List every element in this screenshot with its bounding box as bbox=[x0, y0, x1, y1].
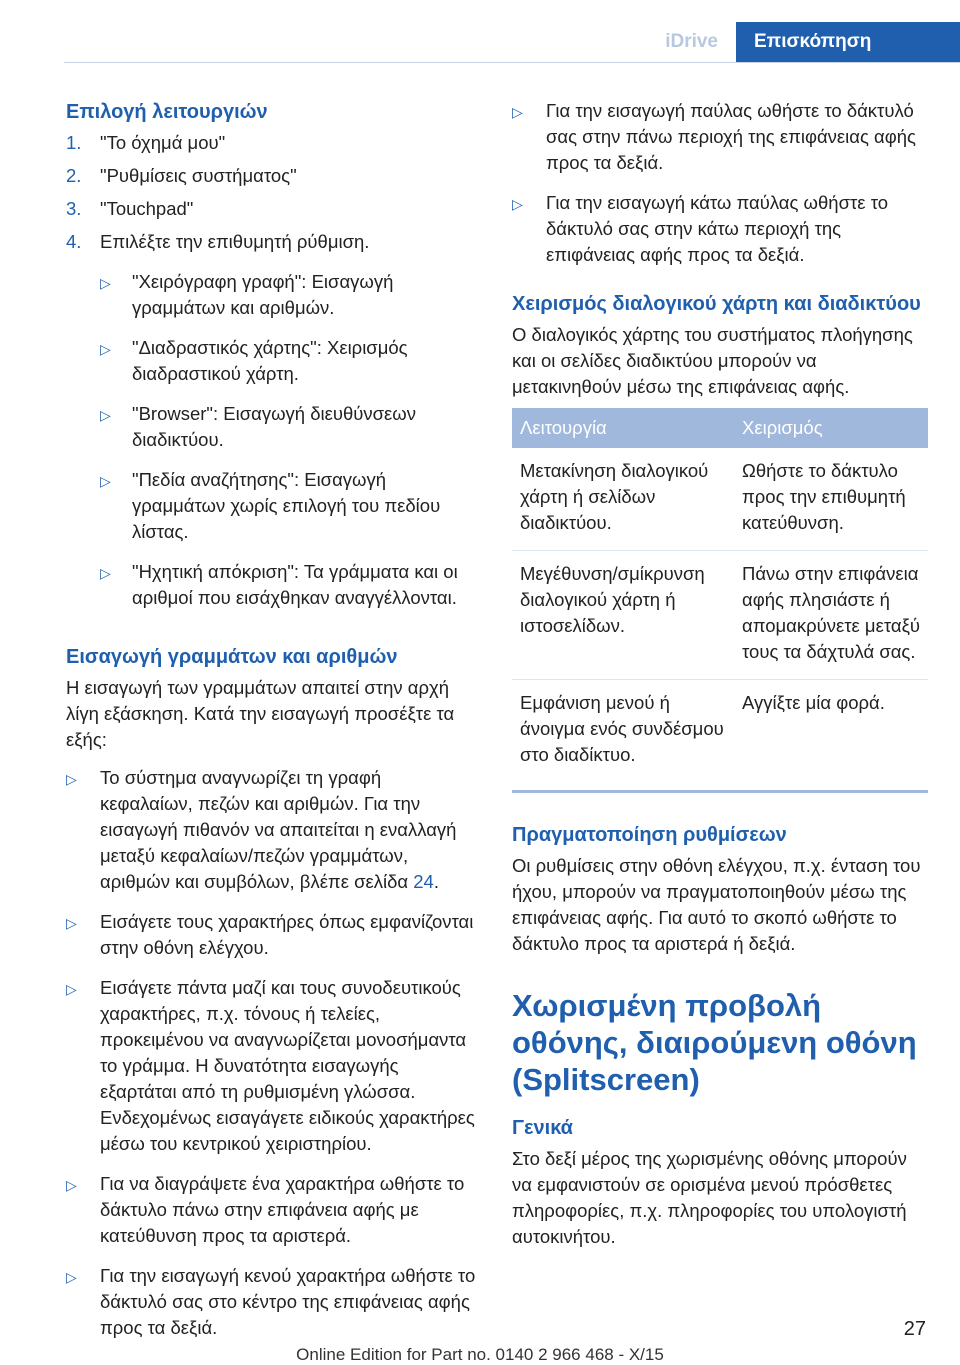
list-item-text: Το σύστημα αναγνωρίζει τη γραφή κεφαλαίων, πεζών και αριθμών. Για την εισαγωγή πιθανόν να απαιτείται η εναλλαγή μεταξύ κεφαλαίων/πεζών γραμμάτων, αριθμών και συμβόλων, βλέπε σελίδα bbox=[100, 767, 457, 892]
triangle-bullet-icon: ▷ bbox=[100, 341, 111, 357]
step-item bbox=[66, 196, 478, 222]
step-item bbox=[66, 130, 478, 156]
list-item bbox=[100, 401, 478, 453]
active-tab: Επισκόπηση bbox=[736, 22, 960, 62]
table-cell: Μετακίνηση διαλογικού χάρτη ή σελίδων διαδικτύου. bbox=[512, 448, 734, 551]
section-title-settings: Πραγματοποίηση ρυθμίσεων bbox=[512, 824, 787, 846]
left-column bbox=[66, 98, 478, 1355]
list-item-text: "Πεδία αναζήτησης": Εισαγωγή γραμμάτων χωρίς επιλογή του πεδίου λίστας. bbox=[132, 469, 441, 542]
page-number: 27 bbox=[903, 1318, 926, 1340]
section-title-general: Γενικά bbox=[512, 1117, 573, 1139]
intro-paragraph: Η εισαγωγή των γραμμάτων απαιτεί στην αρχή λίγη εξάσκηση. Κατά την εισαγωγή προσέξτε τα εξής: bbox=[66, 677, 455, 750]
table-cell: Αγγίξτε μία φορά. bbox=[734, 680, 928, 792]
step-text: "Το όχημά μου" bbox=[100, 132, 226, 153]
list-item bbox=[100, 335, 478, 387]
list-item bbox=[66, 909, 478, 961]
table-row bbox=[512, 551, 928, 680]
step-text: Επιλέξτε την επιθυμητή ρύθμιση. bbox=[100, 231, 370, 252]
list-item-text: Εισάγετε πάντα μαζί και τους συνοδευτικούς χαρακτήρες, π.χ. τόνους ή τελείες, προκειμένου να αναγνωρίζεται μονοσήμαντα το γράμμα. Η δυνατότητα εισαγωγής εξαρτάται από τη ρυθμισμένη γλώσσα. Ενδεχομένως εισαγάγετε ειδικούς χαρακτήρες μέσω του κεντρικού χειριστηρίου. bbox=[100, 977, 475, 1154]
list-item-text: "Χειρόγραφη γραφή": Εισαγωγή γραμμάτων και αριθμών. bbox=[132, 271, 394, 318]
list-item-text: Για να διαγράψετε ένα χαρακτήρα ωθήστε το δάκτυλο πάνω στην επιφάνεια αφής με κατεύθυνση προς τα αριστερά. bbox=[100, 1173, 465, 1246]
dash-entry-list bbox=[512, 98, 928, 268]
operations-table bbox=[512, 408, 928, 793]
section-title-map-handling: Χειρισμός διαλογικού χάρτη και διαδικτύου bbox=[512, 293, 921, 315]
triangle-bullet-icon: ▷ bbox=[100, 565, 111, 581]
list-item bbox=[66, 1171, 478, 1249]
triangle-bullet-icon: ▷ bbox=[66, 1269, 77, 1285]
step-text: "Ρυθμίσεις συστήματος" bbox=[100, 165, 297, 186]
step-number: 1. bbox=[66, 132, 82, 153]
triangle-bullet-icon: ▷ bbox=[100, 275, 111, 291]
triangle-bullet-icon: ▷ bbox=[66, 771, 77, 787]
list-item bbox=[100, 467, 478, 545]
table-cell: Πάνω στην επιφάνεια αφής πλησιάστε ή απομακρύνετε μεταξύ τους τα δάχτυλά σας. bbox=[734, 551, 928, 680]
step-item bbox=[66, 163, 478, 189]
header-bar bbox=[0, 0, 960, 62]
list-item-text: Για την εισαγωγή παύλας ωθήστε το δάκτυλό σας στην πάνω περιοχή της επιφάνειας αφής προς τα δεξιά. bbox=[546, 100, 916, 173]
section-title-select-functions: Επιλογή λειτουργιών bbox=[66, 101, 268, 123]
list-item-text: Για την εισαγωγή κενού χαρακτήρα ωθήστε το δάκτυλό σας στο κέντρο της επιφάνειας αφής προς τα δεξιά. bbox=[100, 1265, 476, 1338]
table-cell: Μεγέθυνση/σμίκρυνση διαλογικού χάρτη ή ιστοσελίδων. bbox=[512, 551, 734, 680]
list-item: ▷ Το σύστημα αναγνωρίζει τη γραφή κεφαλαίων, πεζών και αριθμών. Για την εισαγωγή πιθανόν να απαιτείται η εναλλαγή μεταξύ κεφαλαίων/πεζών γραμμάτων, αριθμών και συμβόλων, βλέπε σελίδα 24. bbox=[66, 767, 457, 892]
page-link[interactable]: 24 bbox=[413, 871, 434, 892]
list-item-text: "Browser": Εισαγωγή διευθύνσεων διαδικτύου. bbox=[132, 403, 416, 450]
section-title-entering-letters: Εισαγωγή γραμμάτων και αριθμών bbox=[66, 646, 398, 668]
list-item-text: "Διαδραστικός χάρτης": Χειρισμός διαδραστικού χάρτη. bbox=[132, 337, 408, 384]
settings-paragraph: Οι ρυθμίσεις στην οθόνη ελέγχου, π.χ. ένταση του ήχου, μπορούν να πραγματοποιηθούν μέσω της επιφάνειας αφής. Για αυτό το σκοπό ωθήστε το δάκτυλο προς τα αριστερά ή δεξιά. bbox=[512, 855, 921, 954]
right-column bbox=[512, 98, 928, 1258]
general-paragraph: Στο δεξί μέρος της χωρισμένης οθόνης μπορούν να εμφανιστούν σε ορισμένα μενού πρόσθετες πληροφορίες, π.χ. πληροφορίες του υπολογιστή αυτοκινήτου. bbox=[512, 1148, 907, 1247]
triangle-bullet-icon: ▷ bbox=[100, 407, 111, 423]
settings-options-list bbox=[100, 269, 478, 611]
triangle-bullet-icon: ▷ bbox=[66, 981, 77, 997]
step-number: 3. bbox=[66, 198, 82, 219]
step-number: 2. bbox=[66, 165, 82, 186]
steps-list bbox=[66, 130, 478, 611]
triangle-bullet-icon: ▷ bbox=[512, 104, 523, 120]
list-item bbox=[512, 98, 928, 176]
list-item-text: Για την εισαγωγή κάτω παύλας ωθήστε το δάκτυλό σας στην κάτω περιοχή της επιφάνειας αφής προς τα δεξιά. bbox=[546, 192, 889, 265]
table-header: Χειρισμός bbox=[734, 408, 928, 448]
list-item bbox=[66, 1263, 478, 1341]
table-row bbox=[512, 680, 928, 792]
list-item bbox=[100, 269, 478, 321]
step-number: 4. bbox=[66, 231, 82, 252]
triangle-bullet-icon: ▷ bbox=[66, 1177, 77, 1193]
edition-footer: Online Edition for Part no. 0140 2 966 468 - X/15 bbox=[296, 1345, 664, 1364]
table-cell: Εμφάνιση μενού ή άνοιγμα ενός συνδέσμου στο διαδίκτυο. bbox=[512, 680, 734, 792]
chapter-title-splitscreen: Χωρισμένη προβολή οθόνης, διαιρούμενη οθόνη (Splitscreen) bbox=[512, 988, 917, 1097]
entry-tips-list bbox=[66, 765, 478, 1341]
map-intro-paragraph: Ο διαλογικός χάρτης του συστήματος πλοήγησης και οι σελίδες διαδικτύου μπορούν να μετακινηθούν μέσω της επιφάνειας αφής. bbox=[512, 324, 913, 397]
list-item-text: Εισάγετε τους χαρακτήρες όπως εμφανίζονται στην οθόνη ελέγχου. bbox=[100, 911, 474, 958]
table-header: Λειτουργία bbox=[512, 408, 734, 448]
step-item bbox=[66, 229, 478, 611]
list-item-text: "Ηχητική απόκριση": Τα γράμματα και οι αριθμοί που εισάχθηκαν αναγγέλλονται. bbox=[132, 561, 458, 608]
list-item bbox=[66, 975, 478, 1157]
table-header-row bbox=[512, 408, 928, 448]
triangle-bullet-icon: ▷ bbox=[66, 915, 77, 931]
table-row bbox=[512, 448, 928, 551]
header-divider bbox=[64, 62, 960, 63]
section-label: iDrive bbox=[665, 31, 718, 52]
table-cell: Ωθήστε το δάκτυλο προς την επιθυμητή κατεύθυνση. bbox=[734, 448, 928, 551]
triangle-bullet-icon: ▷ bbox=[100, 473, 111, 489]
list-item bbox=[512, 190, 928, 268]
triangle-bullet-icon: ▷ bbox=[512, 196, 523, 212]
list-item bbox=[100, 559, 478, 611]
step-text: "Touchpad" bbox=[100, 198, 194, 219]
